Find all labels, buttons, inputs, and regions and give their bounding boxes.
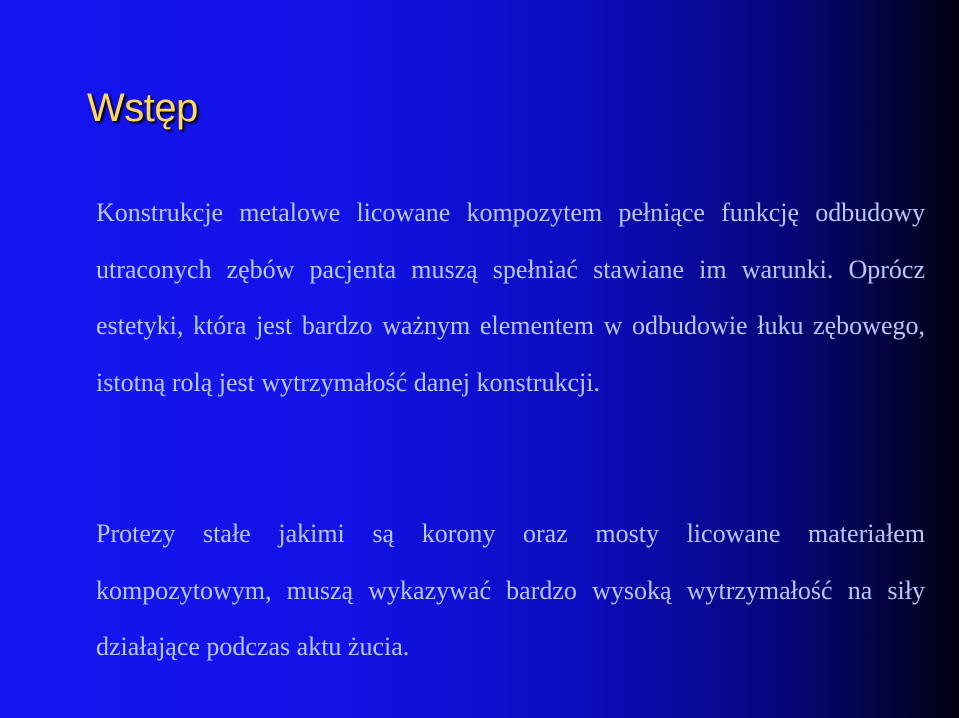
slide-title: Wstęp xyxy=(87,86,198,130)
paragraph-1: Konstrukcje metalowe licowane kompozytem pełniące funkcję odbudowy utraconych zębów pacjenta muszą spełniać stawiane im warunki. Oprócz estetyki, która jest bardzo ważnym elementem w odbudowie łuku zębowego, istotną rolą jest wytrzymałość danej konstrukcji. xyxy=(96,198,925,397)
paragraph-2: Protezy stałe jakimi są korony oraz mosty licowane materiałem kompozytowym, muszą wykazywać bardzo wysoką wytrzymałość na siły działające podczas aktu żucia. xyxy=(96,519,925,661)
